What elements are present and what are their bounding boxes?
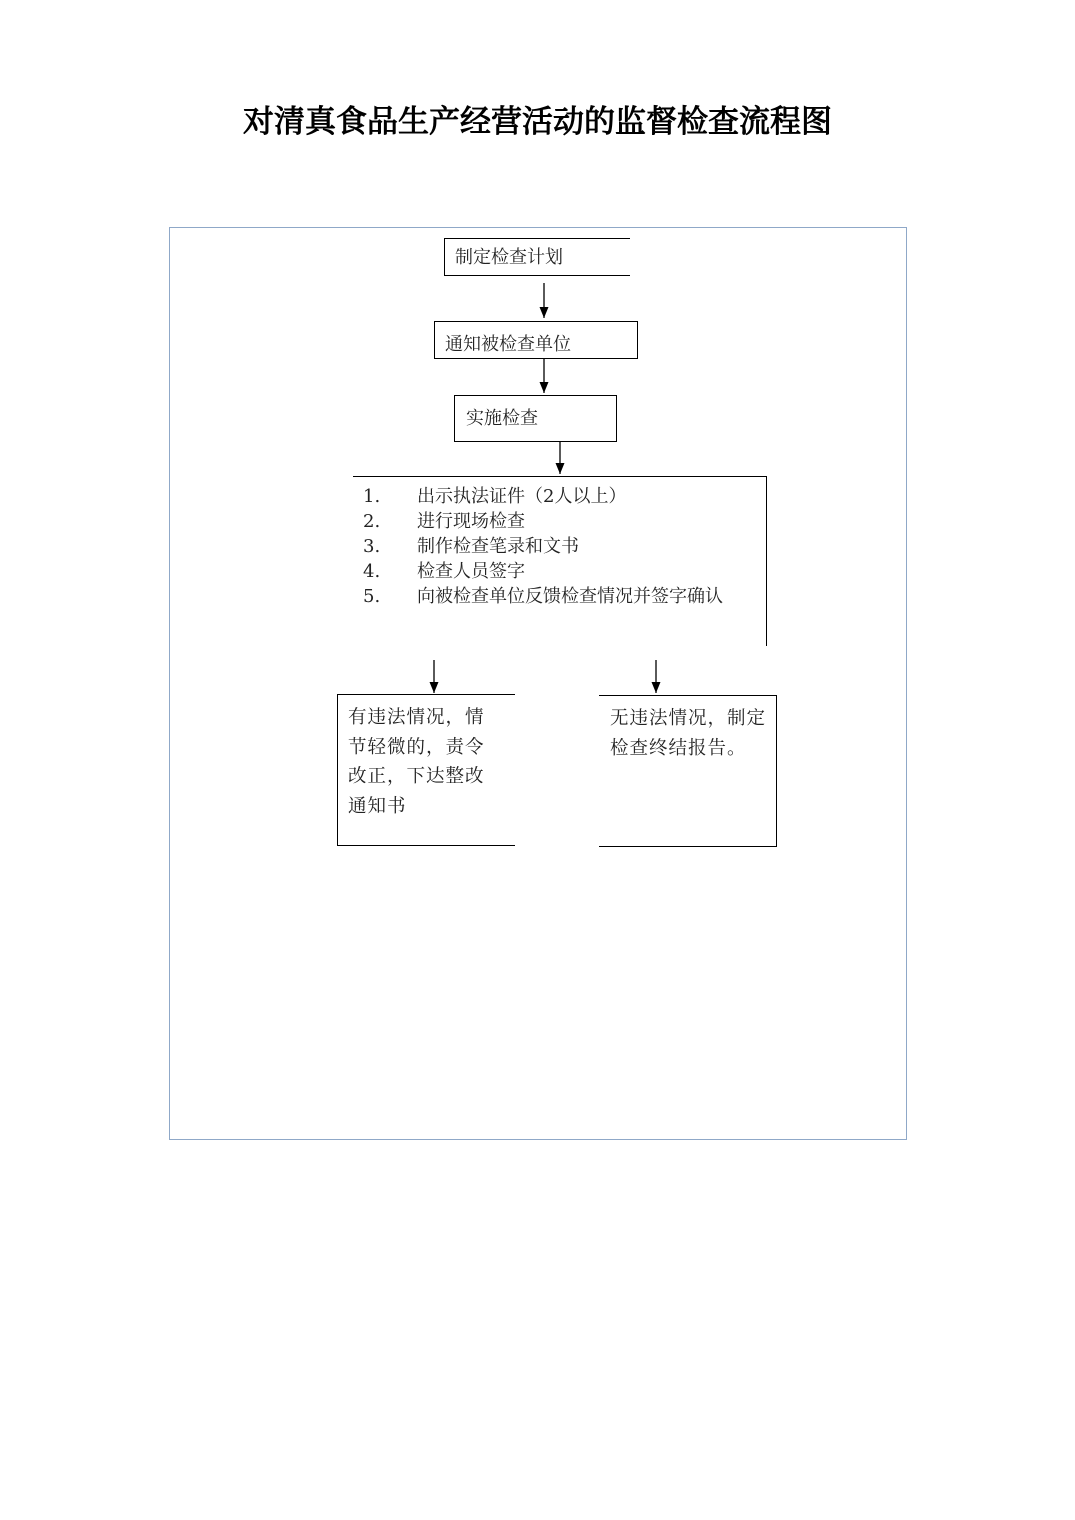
arrowhead-implement-to-procedure xyxy=(556,463,565,474)
procedure-step-text: 进行现场检查 xyxy=(417,511,525,532)
procedure-step-number: 4. xyxy=(363,561,381,582)
procedure-step-text: 向被检查单位反馈检查情况并签字确认 xyxy=(417,586,723,607)
node-make-plan-label: 制定检查计划 xyxy=(455,247,563,268)
procedure-step-text: 制作检查笔录和文书 xyxy=(417,536,579,557)
arrowhead-notify-to-implement xyxy=(540,382,549,393)
procedure-step-number: 1. xyxy=(363,486,381,507)
arrowhead-procedure-to-violation xyxy=(430,682,439,693)
arrowhead-plan-to-notify xyxy=(540,307,549,318)
node-notify-unit-label: 通知被检查单位 xyxy=(445,334,571,355)
procedure-step-number: 5. xyxy=(363,586,381,607)
procedure-step-number: 3. xyxy=(363,536,381,557)
page-title: 对清真食品生产经营活动的监督检查流程图 xyxy=(243,104,832,140)
node-violation-outcome-label: 有违法情况，情节轻微的，责令改正，下达整改通知书 xyxy=(348,707,485,817)
node-implement-inspection-label: 实施检查 xyxy=(466,408,538,429)
procedure-step-number: 2. xyxy=(363,511,381,532)
node-no-violation-outcome-label: 无违法情况，制定检查终结报告。 xyxy=(610,708,767,759)
procedure-step-text: 出示执法证件（2人以上） xyxy=(417,486,627,507)
procedure-step-text: 检查人员签字 xyxy=(417,561,525,582)
arrowhead-procedure-to-no-violation xyxy=(652,682,661,693)
